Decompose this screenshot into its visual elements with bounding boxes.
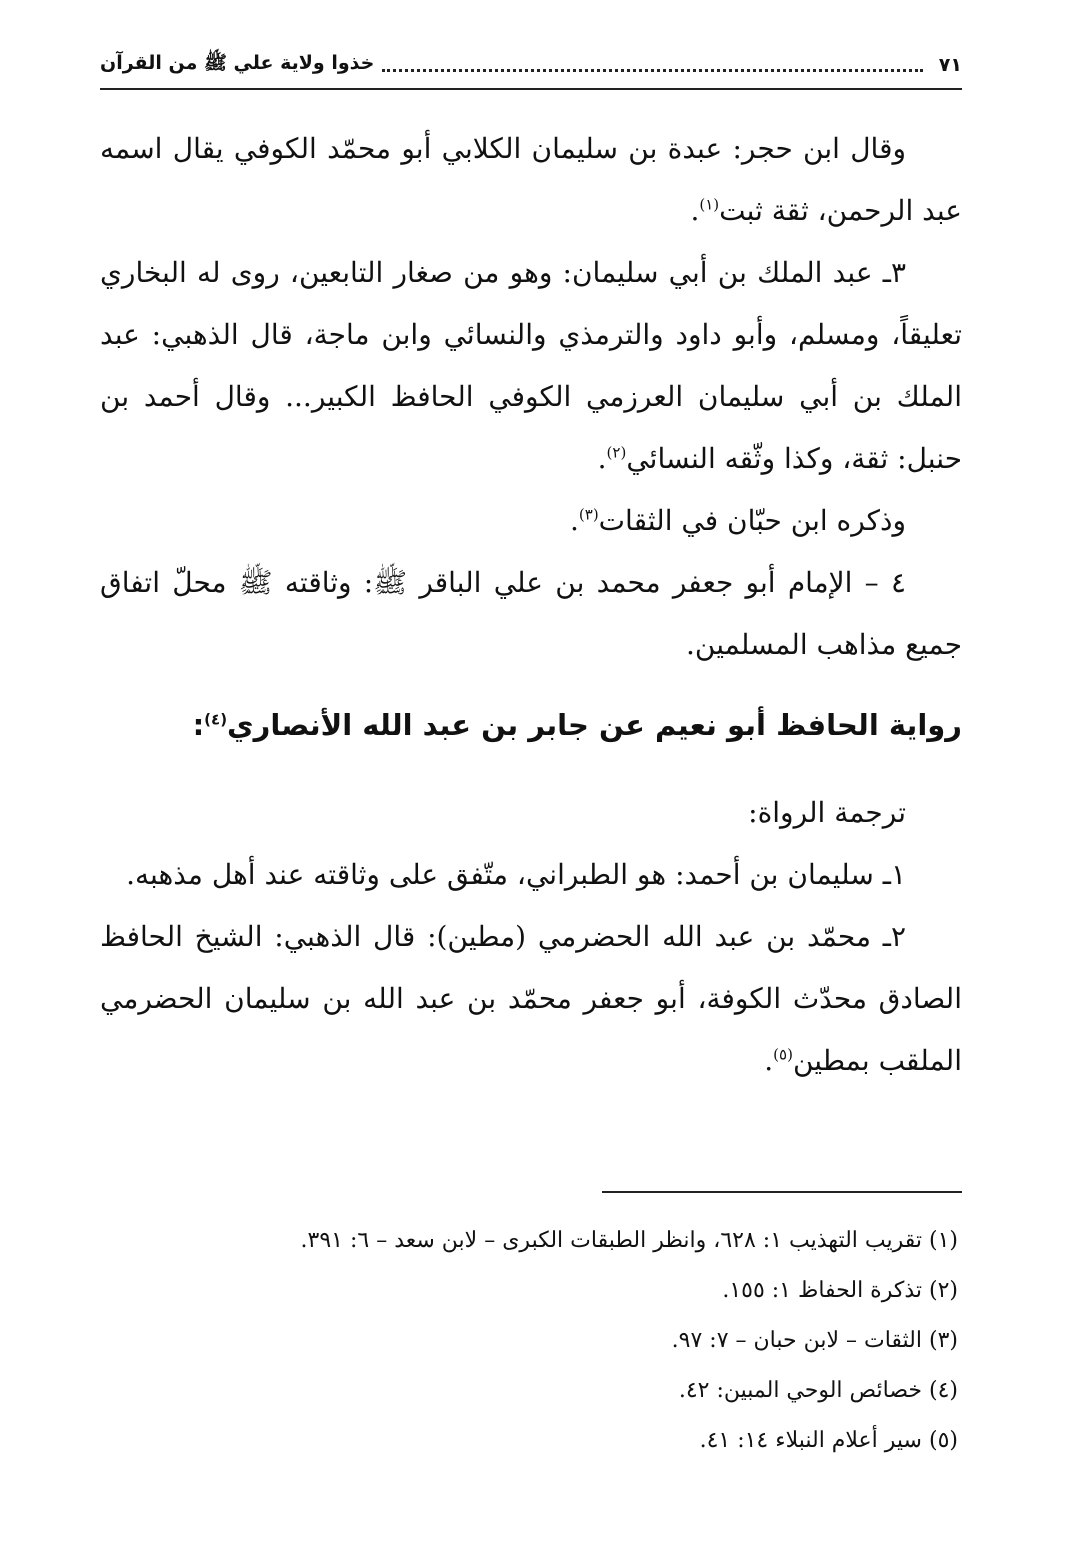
paragraph-end: . [764, 1044, 774, 1077]
paragraph-narrators-title: ترجمة الرواة: [748, 796, 906, 829]
paragraph-text: ٢ـ محمّد بن عبد الله الحضرمي (مطين): قال الذهبي: الشيخ الحافظ الصادق محدّث الكوفة، أبو جعفر محمّد بن عبد الله بن سليمان الحضرمي الملقب بمطين [100, 920, 962, 1077]
paragraph-end: . [569, 504, 579, 537]
footnote-5: (٥) سير أعلام النبلاء ١٤: ٤١. [699, 1428, 958, 1453]
running-header [100, 48, 962, 82]
paragraph-tabarani: ١ـ سليمان بن أحمد: هو الطبراني، متّفق على وثاقته عند أهل مذهبه. [126, 858, 906, 891]
footnote-separator [602, 1191, 962, 1193]
heading-text: رواية الحافظ أبو نعيم عن جابر بن عبد الله الأنصاري [227, 708, 962, 742]
paragraph-ibn-hibban [100, 490, 962, 552]
header-rule [100, 88, 962, 90]
header-dot-leader [382, 59, 922, 72]
footnote-ref-2[interactable]: (٢) [606, 443, 627, 462]
paragraph-mutayyan [100, 906, 962, 1092]
footnote-2: (٢) تذكرة الحفاظ ١: ١٥٥. [722, 1278, 958, 1303]
footnote-ref-5[interactable]: (٥) [773, 1045, 793, 1064]
paragraph-text: ٣ـ عبد الملك بن أبي سليمان: وهو من صغار التابعين، روى له البخاري تعليقاً، ومسلم، وأبو داود والترمذي والنسائي وابن ماجة، قال الذهبي: عبد الملك بن أبي سليمان العرزمي الكوفي الحافظ الكبير... وقال أحمد بن حنبل: ثقة، وكذا وثّقه النسائي [100, 256, 962, 475]
paragraph-abd-al-malik [100, 242, 962, 490]
running-title: خذوا ولاية علي ﷺ من القرآن [100, 52, 375, 74]
footnotes [100, 1216, 958, 1466]
footnote-4: (٤) خصائص الوحي المبين: ٤٢. [678, 1378, 958, 1403]
paragraph-end: . [690, 194, 700, 227]
footnote-1: (١) تقريب التهذيب ١: ٦٢٨، وانظر الطبقات الكبرى – لابن سعد – ٦: ٣٩١. [300, 1228, 958, 1253]
footnote-ref-1[interactable]: (١) [699, 195, 720, 214]
page-number: ٧١ [938, 54, 962, 76]
paragraph-end: . [597, 442, 607, 475]
footnote-ref-3[interactable]: (٣) [578, 505, 599, 524]
paragraph-text: وذكره ابن حبّان في الثقات [598, 504, 906, 537]
paragraph-al-baqir: ٤ – الإمام أبو جعفر محمد بن علي الباقر ﷺ: وثاقته ﷺ محلّ اتفاق جميع مذاهب المسلمين. [100, 566, 962, 661]
heading-end: : [192, 708, 205, 742]
paragraph-text: وقال ابن حجر: عبدة بن سليمان الكلابي أبو محمّد الكوفي يقال اسمه عبد الرحمن، ثقة ثبت [100, 132, 962, 227]
footnote-ref-4[interactable]: (٤) [204, 710, 228, 729]
section-heading [100, 694, 962, 756]
footnote-3: (٣) الثقات – لابن حبان – ٧: ٩٧. [671, 1328, 958, 1353]
paragraph-ibn-hajar [100, 118, 962, 242]
main-text [100, 118, 962, 1092]
